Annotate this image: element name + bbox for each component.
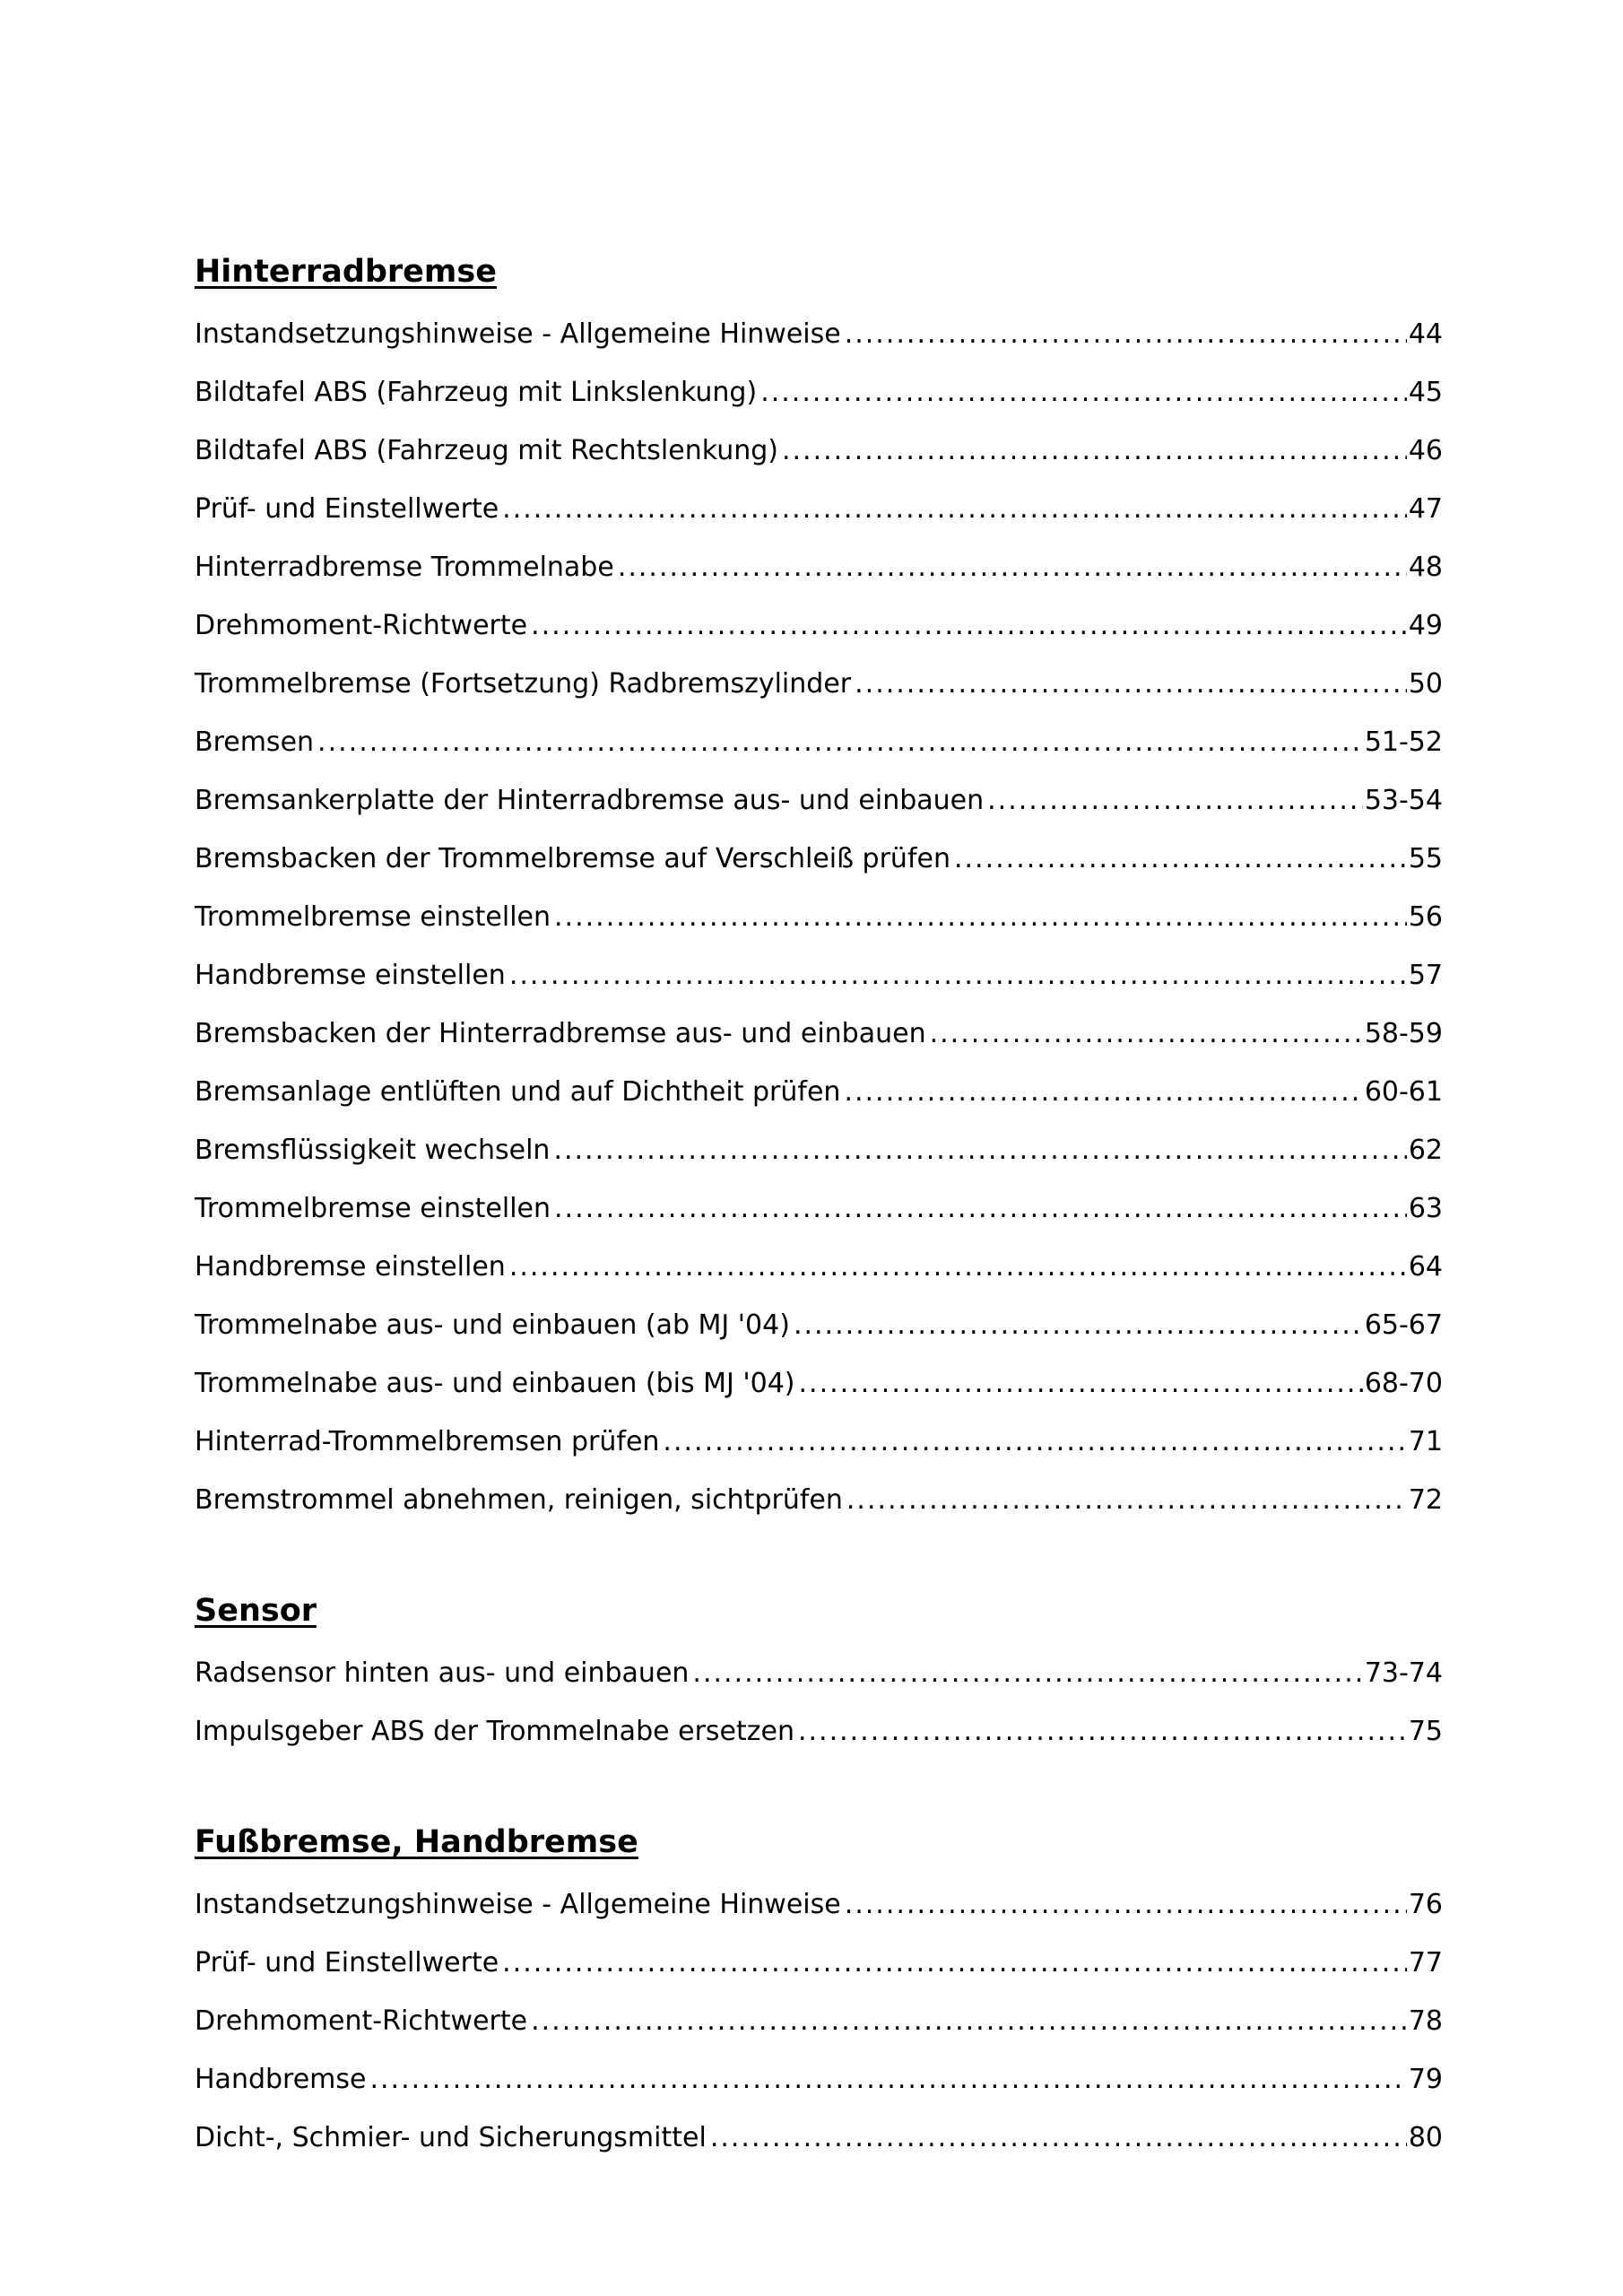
dot-leader bbox=[845, 1875, 1407, 1934]
toc-entry-title: Handbremse einstellen bbox=[195, 1251, 506, 1283]
dot-leader bbox=[794, 1296, 1363, 1354]
toc-entry bbox=[195, 946, 1443, 1004]
toc-entry bbox=[195, 1875, 1443, 1934]
toc-entry-page: 57 bbox=[1408, 960, 1443, 991]
toc-entry-page: 65-67 bbox=[1364, 1309, 1443, 1341]
toc-entry-page: 44 bbox=[1408, 318, 1443, 350]
dot-leader bbox=[799, 1354, 1363, 1413]
toc-entry-page: 50 bbox=[1408, 668, 1443, 700]
toc-entry bbox=[195, 538, 1443, 596]
dot-leader bbox=[553, 1121, 1406, 1179]
toc-entry bbox=[195, 1179, 1443, 1238]
dot-leader bbox=[531, 596, 1407, 655]
toc-entry bbox=[195, 480, 1443, 538]
toc-entry-page: 68-70 bbox=[1364, 1368, 1443, 1399]
toc-entry-title: Hinterradbremse Trommelnabe bbox=[195, 552, 614, 583]
dot-leader bbox=[855, 655, 1407, 713]
toc-entry bbox=[195, 1413, 1443, 1471]
dot-leader bbox=[618, 538, 1407, 596]
toc-entry-title: Bildtafel ABS (Fahrzeug mit Rechtslenkung) bbox=[195, 435, 778, 466]
toc-entry-title: Bremsflüssigkeit wechseln bbox=[195, 1135, 551, 1166]
dot-leader bbox=[846, 1471, 1407, 1529]
toc-entry-page: 58-59 bbox=[1364, 1018, 1443, 1049]
toc-entry bbox=[195, 1644, 1443, 1702]
section-fussbremse-handbremse bbox=[195, 1818, 1443, 2167]
toc-entry bbox=[195, 713, 1443, 771]
toc-entry-page: 46 bbox=[1408, 435, 1443, 466]
dot-leader bbox=[930, 1004, 1363, 1063]
toc-entry-title: Instandsetzungshinweise - Allgemeine Hinweise bbox=[195, 318, 841, 350]
dot-leader bbox=[760, 363, 1407, 422]
toc-entry-page: 76 bbox=[1408, 1889, 1443, 1920]
section-title: Hinterradbremse bbox=[195, 254, 497, 290]
toc-entry-page: 80 bbox=[1408, 2122, 1443, 2153]
toc-entry-title: Instandsetzungshinweise - Allgemeine Hinweise bbox=[195, 1889, 841, 1920]
toc-entry-page: 51-52 bbox=[1364, 726, 1443, 758]
dot-leader bbox=[710, 2109, 1407, 2167]
toc-entry-page: 55 bbox=[1408, 843, 1443, 874]
table-of-contents bbox=[195, 248, 1443, 2167]
toc-entry-page: 62 bbox=[1408, 1135, 1443, 1166]
toc-entry-page: 79 bbox=[1408, 2064, 1443, 2095]
toc-entry bbox=[195, 2050, 1443, 2109]
toc-list bbox=[195, 1644, 1443, 1761]
toc-entry-page: 78 bbox=[1408, 2005, 1443, 2037]
toc-entry bbox=[195, 422, 1443, 480]
dot-leader bbox=[369, 2050, 1406, 2109]
toc-entry bbox=[195, 1004, 1443, 1063]
section-hinterradbremse bbox=[195, 248, 1443, 1529]
toc-entry-title: Impulsgeber ABS der Trommelnabe ersetzen bbox=[195, 1716, 794, 1747]
toc-entry-title: Trommelbremse (Fortsetzung) Radbremszylinder bbox=[195, 668, 852, 700]
dot-leader bbox=[554, 1179, 1407, 1238]
toc-entry-page: 72 bbox=[1408, 1484, 1443, 1516]
toc-entry bbox=[195, 1471, 1443, 1529]
toc-entry-page: 73-74 bbox=[1364, 1657, 1443, 1689]
toc-entry-page: 77 bbox=[1408, 1947, 1443, 1979]
toc-entry-title: Prüf- und Einstellwerte bbox=[195, 493, 499, 525]
toc-entry bbox=[195, 655, 1443, 713]
toc-entry-title: Drehmoment-Richtwerte bbox=[195, 610, 528, 641]
section-title: Fußbremse, Handbremse bbox=[195, 1824, 638, 1860]
dot-leader bbox=[509, 946, 1407, 1004]
toc-entry-title: Trommelnabe aus- und einbauen (ab MJ '04) bbox=[195, 1309, 790, 1341]
section-title: Sensor bbox=[195, 1593, 317, 1629]
toc-entry-title: Trommelnabe aus- und einbauen (bis MJ '04) bbox=[195, 1368, 795, 1399]
toc-entry-page: 45 bbox=[1408, 377, 1443, 408]
toc-entry-title: Bremsbacken der Hinterradbremse aus- und einbauen bbox=[195, 1018, 926, 1049]
toc-list bbox=[195, 1875, 1443, 2167]
toc-entry-page: 71 bbox=[1408, 1426, 1443, 1457]
dot-leader bbox=[954, 830, 1407, 888]
toc-entry-page: 63 bbox=[1408, 1193, 1443, 1224]
toc-entry-title: Handbremse bbox=[195, 2064, 367, 2095]
toc-entry-title: Bildtafel ABS (Fahrzeug mit Linkslenkung) bbox=[195, 377, 758, 408]
toc-entry-title: Bremsanlage entlüften und auf Dichtheit prüfen bbox=[195, 1076, 841, 1108]
dot-leader bbox=[502, 1934, 1407, 1992]
toc-entry-title: Bremsen bbox=[195, 726, 315, 758]
dot-leader bbox=[554, 888, 1407, 946]
toc-entry bbox=[195, 830, 1443, 888]
dot-leader bbox=[987, 771, 1363, 830]
dot-leader bbox=[692, 1644, 1362, 1702]
toc-entry-title: Trommelbremse einstellen bbox=[195, 1193, 551, 1224]
dot-leader bbox=[844, 1063, 1362, 1121]
toc-entry bbox=[195, 1992, 1443, 2050]
toc-entry-title: Dicht-, Schmier- und Sicherungsmittel bbox=[195, 2122, 707, 2153]
toc-entry bbox=[195, 771, 1443, 830]
section-sensor bbox=[195, 1587, 1443, 1761]
toc-entry bbox=[195, 1063, 1443, 1121]
toc-entry-page: 56 bbox=[1408, 901, 1443, 933]
toc-entry bbox=[195, 1354, 1443, 1413]
dot-leader bbox=[509, 1238, 1407, 1296]
toc-entry-page: 47 bbox=[1408, 493, 1443, 525]
toc-entry-page: 53-54 bbox=[1364, 785, 1443, 816]
dot-leader bbox=[502, 480, 1407, 538]
dot-leader bbox=[663, 1413, 1406, 1471]
toc-entry bbox=[195, 596, 1443, 655]
toc-entry bbox=[195, 1934, 1443, 1992]
toc-entry bbox=[195, 888, 1443, 946]
toc-entry-page: 49 bbox=[1408, 610, 1443, 641]
dot-leader bbox=[798, 1702, 1407, 1761]
dot-leader bbox=[845, 305, 1407, 363]
toc-entry-title: Radsensor hinten aus- und einbauen bbox=[195, 1657, 690, 1689]
toc-entry-page: 64 bbox=[1408, 1251, 1443, 1283]
toc-entry bbox=[195, 363, 1443, 422]
toc-entry-title: Hinterrad-Trommelbremsen prüfen bbox=[195, 1426, 660, 1457]
dot-leader bbox=[317, 713, 1363, 771]
toc-entry-title: Drehmoment-Richtwerte bbox=[195, 2005, 528, 2037]
toc-entry bbox=[195, 1702, 1443, 1761]
toc-list bbox=[195, 305, 1443, 1529]
toc-entry-title: Prüf- und Einstellwerte bbox=[195, 1947, 499, 1979]
toc-entry-title: Bremsankerplatte der Hinterradbremse aus- und einbauen bbox=[195, 785, 985, 816]
toc-entry-page: 75 bbox=[1408, 1716, 1443, 1747]
toc-entry bbox=[195, 1296, 1443, 1354]
toc-entry-title: Bremsbacken der Trommelbremse auf Verschleiß prüfen bbox=[195, 843, 950, 874]
toc-entry-title: Bremstrommel abnehmen, reinigen, sichtprüfen bbox=[195, 1484, 843, 1516]
toc-entry bbox=[195, 305, 1443, 363]
toc-entry-title: Trommelbremse einstellen bbox=[195, 901, 551, 933]
toc-entry-page: 48 bbox=[1408, 552, 1443, 583]
toc-entry bbox=[195, 1121, 1443, 1179]
dot-leader bbox=[531, 1992, 1407, 2050]
toc-entry bbox=[195, 2109, 1443, 2167]
dot-leader bbox=[782, 422, 1407, 480]
toc-entry-title: Handbremse einstellen bbox=[195, 960, 506, 991]
toc-entry-page: 60-61 bbox=[1364, 1076, 1443, 1108]
toc-entry bbox=[195, 1238, 1443, 1296]
